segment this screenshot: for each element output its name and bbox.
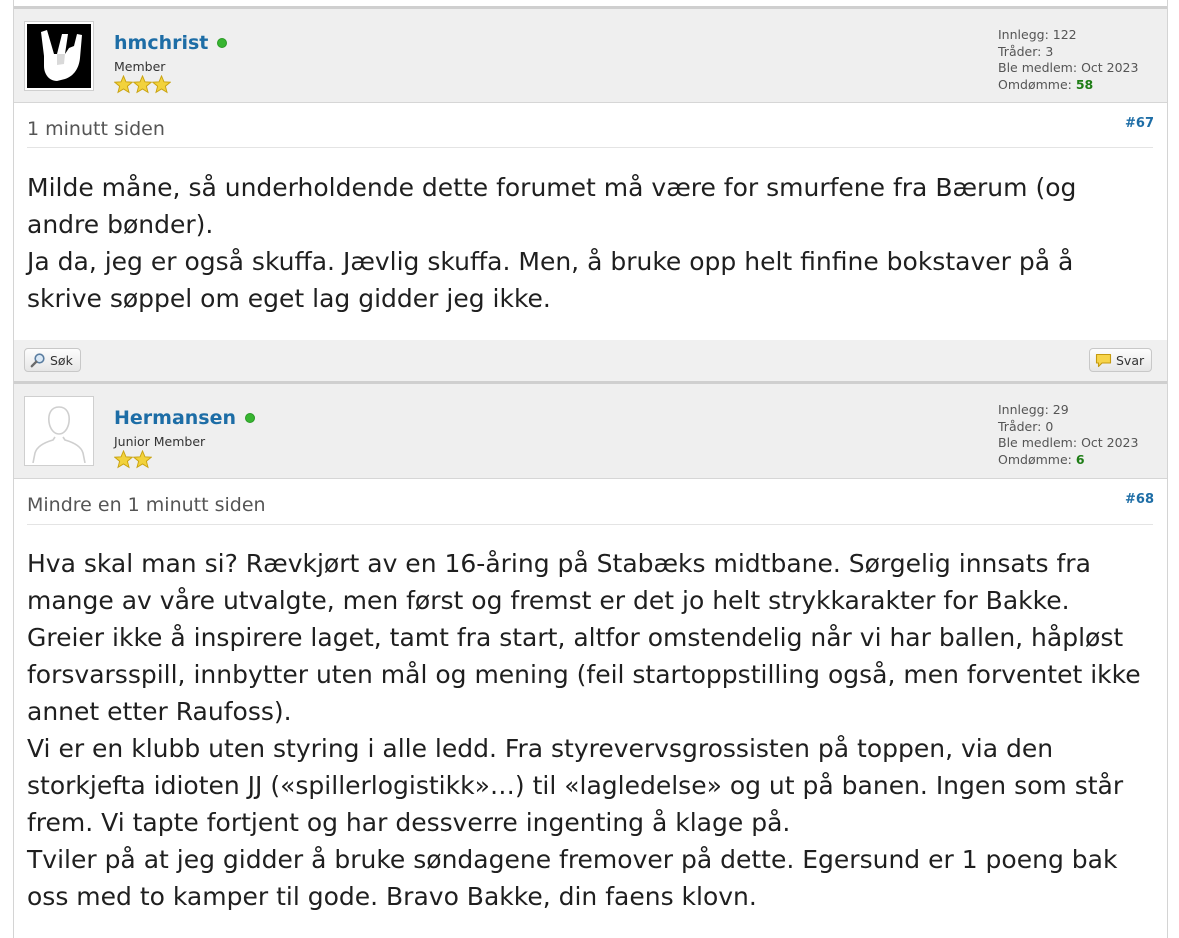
message-paragraph: Vi er en klubb uten styring i alle ledd. Fra styrevervsgrossisten på toppen, via den storkjefta idioten JJ («spillerlogistikk»…) til «lagledelse» og ut på banen. Ingen som står frem. Vi tapte fortjent og har dessverre ingenting å klage på. [27,734,1124,837]
default-avatar-icon [27,399,91,463]
username-link[interactable]: hmchrist [114,32,209,54]
search-button-label: Søk [50,352,73,368]
user-rank-stars [114,75,171,94]
message-paragraph: Hva skal man si? Rævkjørt av en 16-åring på Stabæks midtbane. Sørgelig innsats fra mange av våre utvalgte, men først og fremst er det jo helt strykkarakter for Bakke. Greier ikke å inspirere laget, tamt fra start, altfor omstendelig når vi har ballen, håpløst forsvarsspill, innbytter uten mål og mening (feil startoppstilling også, men forventet ikke annet etter Raufoss). [27,549,1141,726]
post-count: 29 [1052,402,1069,417]
thread-count: 3 [1045,43,1054,59]
online-status-icon [245,413,255,423]
message-paragraph: Milde måne, så underholdende dette forumet må være for smurfene fra Bærum (og andre bønder). [27,173,1077,239]
join-date: Oct 2023 [1081,435,1139,451]
reply-button-label: Svar [1116,352,1145,368]
message-paragraph: Tviler på at jeg gidder å bruke søndagene fremover på dette. Egersund er 1 poeng bak oss med to kamper til gode. Bravo Bakke, din faens klovn. [27,845,1118,911]
user-avatar[interactable] [24,396,94,466]
post-message [27,169,1147,317]
reputation: 58 [1075,76,1094,92]
rock-hand-icon [27,24,91,88]
speech-bubble-icon [1095,353,1112,368]
post-header [14,381,1167,479]
divider [27,524,1153,525]
magnifier-icon [30,352,46,368]
username-link[interactable]: Hermansen [114,407,237,429]
post-time: 1 minutt siden [27,118,165,140]
post-message [27,545,1147,915]
user-stats: Innlegg: 29 Tråder: 0 Ble medlem: Oct 2023 Omdømme: 6 [998,402,1139,467]
online-status-icon [217,38,227,48]
thread-container [13,0,1168,938]
divider [27,147,1153,148]
reply-button[interactable] [1089,348,1152,372]
star-icon [114,450,133,469]
message-paragraph: Ja da, jeg er også skuffa. Jævlig skuffa. Men, å bruke opp helt finfine bokstaver på å skrive søppel om eget lag gidder jeg ikke. [27,247,1074,313]
search-button[interactable] [24,348,81,372]
thread-count: 0 [1045,418,1054,434]
join-date: Oct 2023 [1081,60,1139,76]
post-number-link[interactable]: #68 [1125,492,1154,507]
star-icon [133,75,152,94]
user-stats: Innlegg: 122 Tråder: 3 Ble medlem: Oct 2023 Omdømme: 58 [998,27,1139,92]
user-title: Member [114,59,166,74]
user-avatar[interactable] [24,21,94,91]
user-title: Junior Member [114,434,206,449]
user-rank-stars [114,450,152,469]
post-time: Mindre en 1 minutt siden [27,494,266,516]
star-icon [152,75,171,94]
post-header [14,6,1167,103]
star-icon [133,450,152,469]
post-count: 122 [1052,27,1077,42]
post-footer [14,340,1167,384]
post-number-link[interactable]: #67 [1125,116,1154,131]
reputation: 6 [1075,451,1085,467]
star-icon [114,75,133,94]
